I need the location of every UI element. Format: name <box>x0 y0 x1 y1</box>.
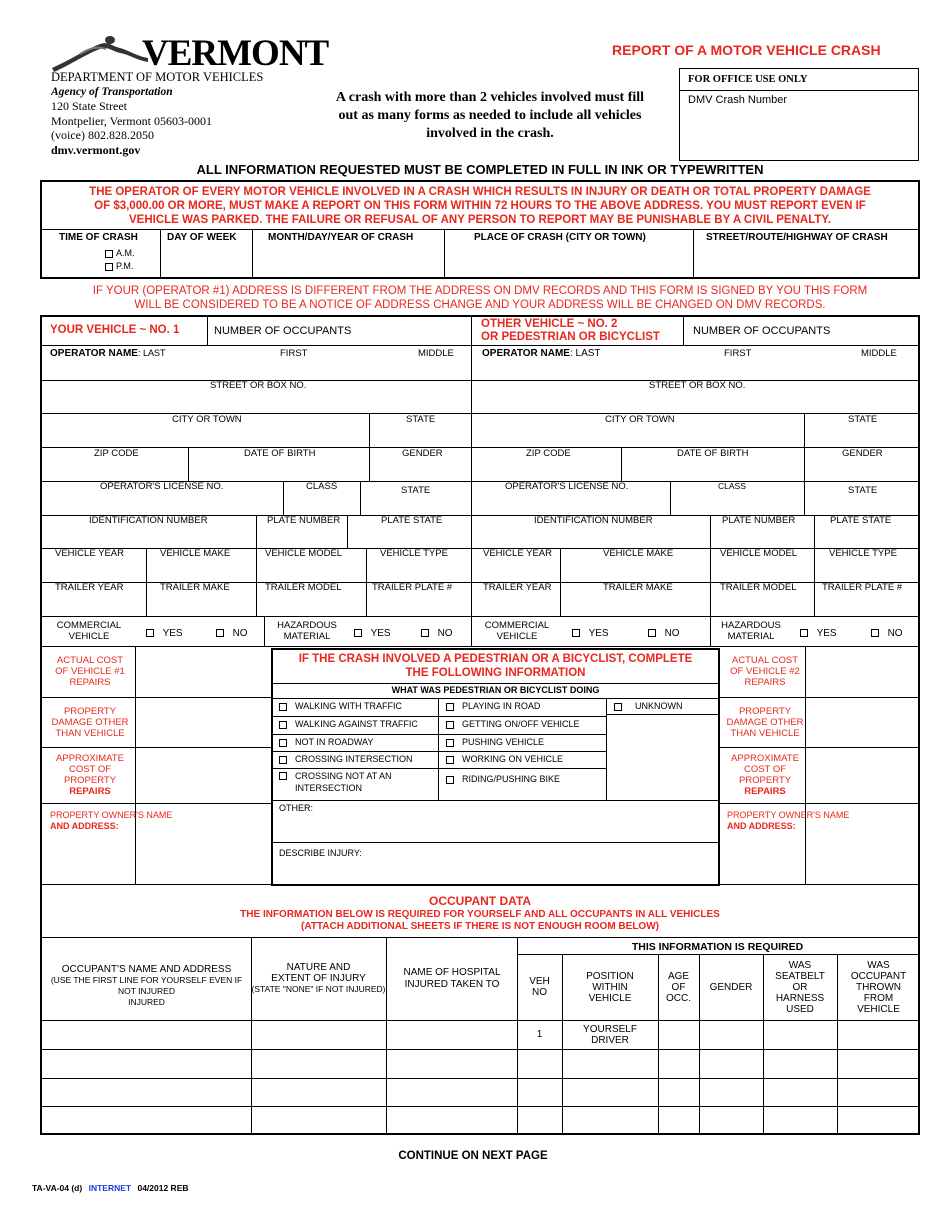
vehicle1-operator-name: OPERATOR NAME <box>50 348 138 359</box>
vehicle2-trailer-model-label: TRAILER MODEL <box>720 582 797 593</box>
vehicle2-street-label: STREET OR BOX NO. <box>649 380 746 391</box>
vehicle1-ident-label: IDENTIFICATION NUMBER <box>89 515 208 526</box>
vehicle2-middle-label: MIDDLE <box>861 348 897 359</box>
checkbox[interactable] <box>279 756 287 764</box>
internet-label: INTERNET <box>88 1183 132 1193</box>
ped-pushing-vehicle[interactable] <box>446 737 544 747</box>
vehicle2-class-label: CLASS <box>718 481 746 491</box>
continue-notice: CONTINUE ON NEXT PAGE <box>398 1150 548 1162</box>
time-of-crash-label: TIME OF CRASH <box>59 232 138 243</box>
vehicle1-license-label: OPERATOR'S LICENSE NO. <box>100 481 224 492</box>
crash-number-label: DMV Crash Number <box>688 94 788 106</box>
vehicle2-title <box>481 318 660 344</box>
vehicle2-type-label: VEHICLE TYPE <box>829 548 897 559</box>
address-change-notice <box>40 284 920 312</box>
ped-getting-on-off[interactable] <box>446 719 580 729</box>
crash-number-input[interactable] <box>688 111 908 151</box>
checkbox[interactable] <box>216 629 224 637</box>
option-label: GETTING ON/OFF VEHICLE <box>462 719 580 729</box>
checkbox[interactable] <box>572 629 580 637</box>
multi-vehicle-notice <box>300 89 680 143</box>
place-input[interactable] <box>448 246 689 274</box>
vehicle2-state-label: STATE <box>848 414 878 425</box>
agency-info <box>51 70 263 157</box>
day-input[interactable] <box>164 246 248 274</box>
vehicle2-first-label: FIRST <box>724 348 752 359</box>
phone: (voice) 802.828.2050 <box>51 128 154 142</box>
ped-other-label: OTHER: <box>279 803 314 813</box>
vehicle2-title-1: OTHER VEHICLE ~ NO. 2 <box>481 318 618 330</box>
ped-other-input[interactable] <box>313 802 713 838</box>
vehicle2-plate-label: PLATE NUMBER <box>722 515 796 526</box>
vehicle1-commercial-label: COMMERCIAL VEHICLE <box>56 620 122 642</box>
ped-walking-against-traffic[interactable] <box>279 719 418 729</box>
vehicle2-operator-label <box>482 348 601 359</box>
vehicle2-property-damage-label: PROPERTY DAMAGE OTHER THAN VEHICLE <box>726 706 804 739</box>
ped-crossing-intersection[interactable] <box>279 754 413 764</box>
yes-label: YES <box>588 628 609 639</box>
am-label: A.M. <box>116 248 135 258</box>
vehicle1-hazardous-label: HAZARDOUS MATERIAL <box>277 620 337 642</box>
col-gender: GENDER <box>709 981 753 993</box>
crash-info-box <box>40 180 920 279</box>
vehicle2-ident-label: IDENTIFICATION NUMBER <box>534 515 653 526</box>
checkbox[interactable] <box>446 721 454 729</box>
ped-unknown[interactable] <box>614 701 683 711</box>
mountain-logo-icon <box>50 32 150 72</box>
vehicle1-middle-label: MIDDLE <box>418 348 454 359</box>
vehicle2-hazardous-no[interactable] <box>871 628 903 639</box>
checkbox[interactable] <box>800 629 808 637</box>
vehicle1-trailer-model-label: TRAILER MODEL <box>265 582 342 593</box>
vehicle2-trailer-year-label: TRAILER YEAR <box>483 582 552 593</box>
checkbox[interactable] <box>871 629 879 637</box>
col-injury-note: (STATE "NONE" IF NOT INJURED) <box>251 984 386 994</box>
vehicle2-approx-label <box>725 754 805 798</box>
col-seatbelt: WAS SEATBELT OR HARNESS USED <box>775 959 825 1015</box>
vehicle1-gender-label: GENDER <box>402 448 443 459</box>
vehicle1-owner-text: PROPERTY OWNER'S NAME <box>50 810 173 820</box>
no-label: NO <box>887 628 903 639</box>
vehicle2-last-label: : LAST <box>569 348 601 359</box>
operator-notice-2: OF $3,000.00 OR MORE, MUST MAKE A REPORT ON THIS FORM WITHIN 72 HOURS TO THE ABOVE ADDRESS. YOU MUST REPORT EVEN IF <box>94 200 866 212</box>
operator-notice <box>42 185 918 227</box>
vehicle2-trailer-make-label: TRAILER MAKE <box>603 582 673 593</box>
address-street: 120 State Street <box>51 99 127 113</box>
checkbox[interactable] <box>446 776 454 784</box>
option-label: RIDING/PUSHING BIKE <box>462 774 561 784</box>
vehicle1-hazardous-yes[interactable] <box>354 628 391 639</box>
vehicle2-owner-text: PROPERTY OWNER'S NAME <box>727 810 850 820</box>
vehicle1-commercial-yes[interactable] <box>146 628 183 639</box>
agency-name: Agency of Transportation <box>51 85 173 98</box>
pm-option[interactable] <box>105 261 133 271</box>
vehicle2-owner-label <box>727 810 849 832</box>
vehicle2-make-label: VEHICLE MAKE <box>603 548 674 559</box>
vehicle2-model-label: VEHICLE MODEL <box>720 548 798 559</box>
vehicle2-dob-label: DATE OF BIRTH <box>677 448 749 459</box>
form-no: TA-VA-04 (d) <box>32 1183 83 1193</box>
checkbox[interactable] <box>279 703 287 711</box>
vehicle1-first-label: FIRST <box>280 348 308 359</box>
vehicle1-plate-state-label: PLATE STATE <box>381 515 443 526</box>
vehicle2-commercial-no[interactable] <box>648 628 680 639</box>
form-date: 04/2012 REB <box>137 1183 189 1193</box>
vermont-logo <box>50 30 329 74</box>
vehicle1-property-damage-label: PROPERTY DAMAGE OTHER THAN VEHICLE <box>51 706 129 739</box>
checkbox[interactable] <box>146 629 154 637</box>
ped-riding-pushing-bike[interactable] <box>446 774 560 784</box>
office-use-box <box>679 68 919 161</box>
pm-checkbox[interactable] <box>105 263 113 271</box>
ped-crossing-not-intersection[interactable] <box>279 770 405 794</box>
vehicle1-make-label: VEHICLE MAKE <box>160 548 231 559</box>
day-of-week-label: DAY OF WEEK <box>167 232 237 243</box>
vehicle1-commercial-no[interactable] <box>216 628 248 639</box>
vehicle2-commercial-label: COMMERCIAL VEHICLE <box>484 620 550 642</box>
vehicle2-city-label: CITY OR TOWN <box>605 414 675 425</box>
vehicle2-approx-text: APPROXIMATE COST OF PROPERTY <box>731 753 799 786</box>
checkbox[interactable] <box>279 739 287 747</box>
vehicle2-hazardous-label: HAZARDOUS MATERIAL <box>721 620 781 642</box>
vehicle1-occupants-label: NUMBER OF OCCUPANTS <box>214 325 352 337</box>
yes-label: YES <box>370 628 391 639</box>
option-label: CROSSING NOT AT AN INTERSECTION <box>295 771 392 793</box>
vehicle1-street-label: STREET OR BOX NO. <box>210 380 307 391</box>
no-label: NO <box>437 628 453 639</box>
address-notice-2: WILL BE CONSIDERED TO BE A NOTICE OF ADDRESS CHANGE AND YOUR ADDRESS WILL BE CHANGED ON DMV RECORDS. <box>134 299 826 311</box>
vehicle1-dob-label: DATE OF BIRTH <box>244 448 316 459</box>
vehicle1-model-label: VEHICLE MODEL <box>265 548 343 559</box>
checkbox[interactable] <box>446 703 454 711</box>
crash-date-label: MONTH/DAY/YEAR OF CRASH <box>268 232 414 243</box>
vehicle1-repairs-text: REPAIRS <box>69 785 111 797</box>
form-number <box>32 1183 189 1193</box>
all-info-notice: ALL INFORMATION REQUESTED MUST BE COMPLETED IN FULL IN INK OR TYPEWRITTEN <box>196 162 764 177</box>
ped-injury-input[interactable] <box>368 846 713 882</box>
notice-line-1: A crash with more than 2 vehicles involved must fill <box>335 90 645 105</box>
vehicle1-approx-text: APPROXIMATE COST OF PROPERTY <box>56 753 124 786</box>
ped-working-on-vehicle[interactable] <box>446 754 563 764</box>
vehicle2-lic-state-label: STATE <box>848 485 878 496</box>
option-label: WORKING ON VEHICLE <box>462 754 564 764</box>
checkbox[interactable] <box>421 629 429 637</box>
col-injury <box>251 962 386 995</box>
address-notice-1: IF YOUR (OPERATOR #1) ADDRESS IS DIFFERENT FROM THE ADDRESS ON DMV RECORDS AND THIS FORM IS SIGNED BY YOU THIS FORM <box>92 285 868 297</box>
vehicle1-trailer-plate-label: TRAILER PLATE # <box>372 582 453 593</box>
ped-playing-in-road[interactable] <box>446 701 540 711</box>
dept-name: DEPARTMENT OF MOTOR VEHICLES <box>51 70 264 84</box>
vehicle2-zip-label: ZIP CODE <box>526 448 571 459</box>
col-veh-no: VEH NO <box>529 976 550 998</box>
vehicle1-cost-label: ACTUAL COST OF VEHICLE #1 REPAIRS <box>55 655 125 688</box>
vehicle1-trailer-year-label: TRAILER YEAR <box>55 582 124 593</box>
checkbox[interactable] <box>446 739 454 747</box>
ped-not-in-roadway[interactable] <box>279 737 373 747</box>
checkbox[interactable] <box>279 772 287 780</box>
am-option[interactable] <box>105 248 135 258</box>
notice-line-3: involved in the crash. <box>426 126 554 141</box>
vehicle2-operator-name: OPERATOR NAME <box>482 348 570 359</box>
operator-notice-3: VEHICLE WAS PARKED. THE FAILURE OR REFUSAL OF ANY PERSON TO REPORT MAY BE PUNISHABLE BY A CIVIL PENALTY. <box>128 214 832 226</box>
vehicle2-occupants-label: NUMBER OF OCCUPANTS <box>693 325 831 337</box>
option-label: PUSHING VEHICLE <box>462 737 545 747</box>
vehicle1-last-label: : LAST <box>137 348 166 358</box>
option-label: NOT IN ROADWAY <box>295 737 374 747</box>
vehicle2-cost-label: ACTUAL COST OF VEHICLE #2 REPAIRS <box>730 655 800 688</box>
ped-walking-with-traffic[interactable] <box>279 701 402 711</box>
vehicle2-plate-state-label: PLATE STATE <box>830 515 892 526</box>
col-injury-title: NATURE AND EXTENT OF INJURY <box>271 962 366 984</box>
checkbox[interactable] <box>648 629 656 637</box>
vehicle2-trailer-plate-label: TRAILER PLATE # <box>822 582 903 593</box>
occupant-sub-1: THE INFORMATION BELOW IS REQUIRED FOR YOURSELF AND ALL OCCUPANTS IN ALL VEHICLES <box>240 909 720 920</box>
vehicle2-title-2: OR PEDESTRIAN OR BICYCLIST <box>481 331 660 343</box>
vehicle2-gender-label: GENDER <box>842 448 883 459</box>
yes-label: YES <box>816 628 837 639</box>
ped-injury-label: DESCRIBE INJURY: <box>279 848 362 858</box>
pm-label: P.M. <box>116 261 134 271</box>
vehicle2-owner-addr: AND ADDRESS: <box>727 821 796 831</box>
vehicle1-approx-label <box>50 754 130 798</box>
col-occupant-name <box>42 964 251 1008</box>
am-checkbox[interactable] <box>105 250 113 258</box>
logo-text: VERMONT <box>142 33 329 74</box>
pedestrian-title-2: THE FOLLOWING INFORMATION <box>405 667 586 679</box>
vehicle2-license-label: OPERATOR'S LICENSE NO. <box>505 481 629 492</box>
website: dmv.vermont.gov <box>51 142 141 157</box>
col-age: AGE OF OCC. <box>666 970 691 1004</box>
vehicle2-repairs-text: REPAIRS <box>744 785 786 797</box>
row1-veh-no: 1 <box>536 1029 543 1040</box>
col-name-note-2: INJURED <box>128 997 165 1007</box>
no-label: NO <box>232 628 248 639</box>
required-header: THIS INFORMATION IS REQUIRED <box>631 941 804 953</box>
vehicle2-hazardous-yes[interactable] <box>800 628 837 639</box>
checkbox[interactable] <box>354 629 362 637</box>
col-name-note: (USE THE FIRST LINE FOR YOURSELF EVEN IF NOT INJURED <box>50 975 243 996</box>
pedestrian-subtitle: WHAT WAS PEDESTRIAN OR BICYCLIST DOING <box>391 685 600 695</box>
occupant-title: OCCUPANT DATA <box>429 894 531 908</box>
street-input[interactable] <box>697 246 916 274</box>
vehicle1-class-label: CLASS <box>306 481 338 492</box>
col-name-title: OCCUPANT'S NAME AND ADDRESS <box>61 964 232 975</box>
option-label: WALKING AGAINST TRAFFIC <box>295 719 418 729</box>
operator-notice-1: THE OPERATOR OF EVERY MOTOR VEHICLE INVOLVED IN A CRASH WHICH RESULTS IN INJURY OR DEATH OR TOTAL PROPERTY DAMAGE <box>89 186 871 198</box>
vehicle1-owner-label <box>50 810 172 832</box>
no-label: NO <box>664 628 680 639</box>
occupant-subtitle <box>42 909 918 933</box>
vehicle1-type-label: VEHICLE TYPE <box>380 548 448 559</box>
checkbox[interactable] <box>279 721 287 729</box>
vehicle2-year-label: VEHICLE YEAR <box>483 548 552 559</box>
pedestrian-box <box>271 648 720 886</box>
vehicle1-hazardous-no[interactable] <box>421 628 453 639</box>
option-label: CROSSING INTERSECTION <box>295 754 413 764</box>
vehicle1-title: YOUR VEHICLE ~ NO. 1 <box>50 324 180 336</box>
col-hospital: NAME OF HOSPITAL INJURED TAKEN TO <box>403 967 501 990</box>
form-title: REPORT OF A MOTOR VEHICLE CRASH <box>612 42 881 58</box>
vehicle1-trailer-make-label: TRAILER MAKE <box>160 582 230 593</box>
vehicle1-city-label: CITY OR TOWN <box>172 414 242 425</box>
occupant-sub-2: (ATTACH ADDITIONAL SHEETS IF THERE IS NOT ENOUGH ROOM BELOW) <box>301 921 659 932</box>
vehicle1-lic-state-label: STATE <box>401 485 431 496</box>
row1-position: YOURSELF DRIVER <box>583 1023 637 1046</box>
crash-place-label: PLACE OF CRASH (CITY OR TOWN) <box>474 232 646 243</box>
checkbox[interactable] <box>446 756 454 764</box>
vehicle2-commercial-yes[interactable] <box>572 628 609 639</box>
pedestrian-title <box>273 652 718 680</box>
vehicle1-owner-addr: AND ADDRESS: <box>50 821 119 831</box>
address-city: Montpelier, Vermont 05603-0001 <box>51 113 212 128</box>
pedestrian-title-1: IF THE CRASH INVOLVED A PEDESTRIAN OR A BICYCLIST, COMPLETE <box>298 653 693 665</box>
col-position: POSITION WITHIN VEHICLE <box>586 970 634 1004</box>
option-label: UNKNOWN <box>635 701 683 711</box>
crash-street-label: STREET/ROUTE/HIGHWAY OF CRASH <box>706 232 888 243</box>
vehicle1-operator-label <box>50 348 165 359</box>
date-input[interactable] <box>256 246 440 274</box>
vehicle1-year-label: VEHICLE YEAR <box>55 548 124 559</box>
vehicle-section <box>40 315 920 1135</box>
notice-line-2: out as many forms as needed to include all vehicles <box>338 108 642 123</box>
vehicle1-state-label: STATE <box>406 414 436 425</box>
vehicle1-plate-label: PLATE NUMBER <box>267 515 341 526</box>
option-label: WALKING WITH TRAFFIC <box>295 701 403 711</box>
col-thrown: WAS OCCUPANT THROWN FROM VEHICLE <box>850 959 907 1015</box>
office-use-label: FOR OFFICE USE ONLY <box>688 74 808 85</box>
checkbox[interactable] <box>614 703 622 711</box>
yes-label: YES <box>162 628 183 639</box>
vehicle1-zip-label: ZIP CODE <box>94 448 139 459</box>
option-label: PLAYING IN ROAD <box>462 701 541 711</box>
